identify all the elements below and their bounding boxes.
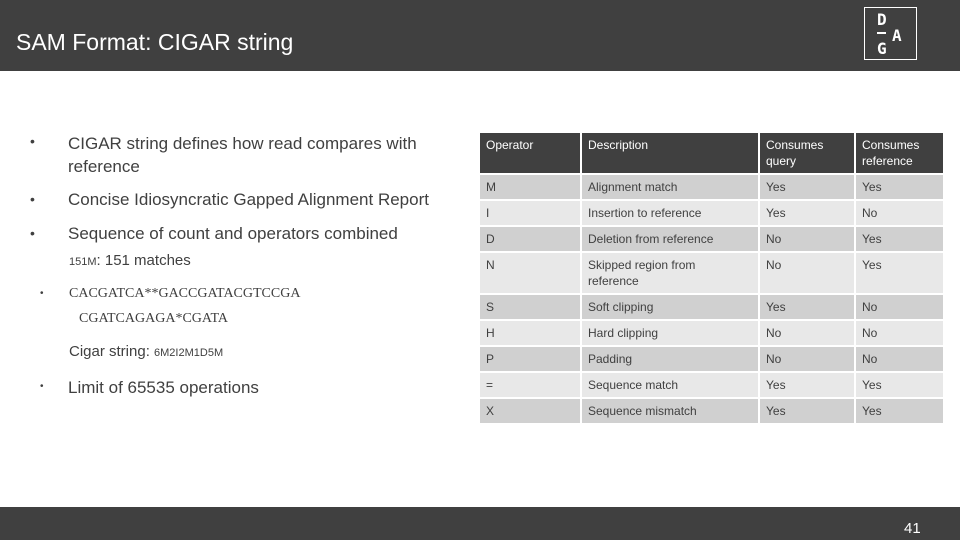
bullet-icon: • [40, 381, 44, 392]
bullet-icon: • [40, 288, 44, 299]
cell: No [856, 347, 943, 371]
table-row [480, 399, 943, 423]
cell: H [480, 321, 580, 345]
example-line [69, 252, 191, 269]
bullet-icon: • [30, 225, 35, 241]
table-row [480, 227, 943, 251]
cigar-label: Cigar string: [69, 343, 155, 360]
table-row [480, 201, 943, 225]
footer-bar [0, 507, 960, 540]
dag-logo: D A G [864, 7, 917, 60]
cell: Yes [856, 373, 943, 397]
bullet-text: CIGAR string defines how read compares with reference [68, 134, 417, 176]
title-bar [0, 0, 960, 71]
cell: No [856, 321, 943, 345]
cell: P [480, 347, 580, 371]
example-text: : 151 matches [96, 252, 191, 269]
cell: Yes [760, 295, 854, 319]
cell: Yes [856, 399, 943, 423]
cell: Yes [760, 201, 854, 225]
cell: Hard clipping [582, 321, 758, 345]
cell: No [760, 347, 854, 371]
bullet-icon: • [30, 133, 35, 149]
cell: Alignment match [582, 175, 758, 199]
bullet-text: Sequence of count and operators combined [68, 224, 398, 243]
cell: S [480, 295, 580, 319]
table-row [480, 347, 943, 371]
page-number: 41 [904, 520, 921, 537]
sequence-1: CACGATCA**GACCGATACGTCCGA [69, 286, 301, 301]
cell: N [480, 253, 580, 293]
column-header: Operator [480, 133, 580, 173]
cell: Yes [856, 175, 943, 199]
cell: Yes [856, 227, 943, 251]
bullet-text: Limit of 65535 operations [68, 378, 259, 397]
cell: Insertion to reference [582, 201, 758, 225]
table-row [480, 295, 943, 319]
cigar-line [69, 343, 223, 360]
cell: Padding [582, 347, 758, 371]
cell: = [480, 373, 580, 397]
bullet-text: Concise Idiosyncratic Gapped Alignment Report [68, 190, 429, 209]
table-row [480, 373, 943, 397]
column-header: Consumes query [760, 133, 854, 173]
cigar-code: 151M [69, 256, 97, 268]
cell: No [856, 295, 943, 319]
column-header: Description [582, 133, 758, 173]
logo-bar [877, 32, 886, 34]
cell: Deletion from reference [582, 227, 758, 251]
cell: Skipped region from reference [582, 253, 758, 293]
bullet-icon: • [30, 191, 35, 207]
cell: Yes [760, 373, 854, 397]
table-header [480, 133, 943, 173]
cell: No [760, 253, 854, 293]
cell: Sequence match [582, 373, 758, 397]
cell: D [480, 227, 580, 251]
cell: X [480, 399, 580, 423]
cell: M [480, 175, 580, 199]
cell: Yes [856, 253, 943, 293]
column-header: Consumes reference [856, 133, 943, 173]
cell: No [760, 321, 854, 345]
cell: Yes [760, 175, 854, 199]
table-row [480, 175, 943, 199]
slide-title: SAM Format: CIGAR string [16, 29, 294, 55]
cell: No [760, 227, 854, 251]
cigar-operators-table [478, 131, 945, 425]
table-row [480, 253, 943, 293]
cell: Soft clipping [582, 295, 758, 319]
cigar-value: 6M2I2M1D5M [154, 347, 224, 359]
cell: No [856, 201, 943, 225]
cell: Yes [760, 399, 854, 423]
sequence-2: CGATCAGAGA*CGATA [79, 311, 228, 326]
cell: Sequence mismatch [582, 399, 758, 423]
table-row [480, 321, 943, 345]
cell: I [480, 201, 580, 225]
